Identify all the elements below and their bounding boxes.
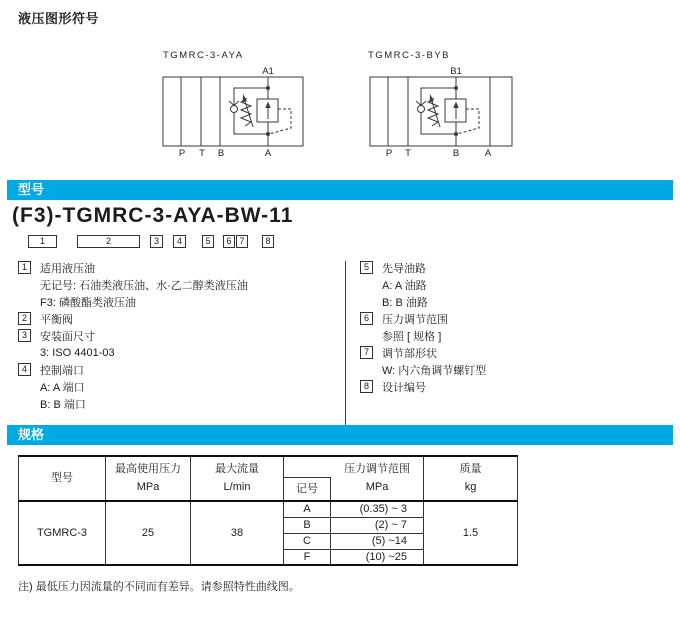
- col-header-flow: 最大流量 L/min: [191, 456, 284, 501]
- junction-dot: [454, 132, 458, 136]
- item-number-box: 1: [18, 261, 31, 274]
- legend-subline: A: A 端口: [40, 381, 85, 394]
- hydraulic-symbol-diagram-aya: [155, 48, 305, 163]
- legend-subline: 参照 [ 规格 ]: [382, 330, 442, 343]
- spec-header-row: [19, 456, 518, 501]
- cell-mass: 1.5: [424, 501, 518, 565]
- hydraulic-symbol-diagram-byb: [360, 48, 520, 163]
- port-label-t: T: [405, 148, 411, 159]
- col-header-mass: 质量 kg: [424, 456, 518, 501]
- legend-subline: 无记号: 石油类液压油、水·乙二醇类液压油: [40, 279, 248, 292]
- port-label-b: B: [217, 148, 225, 159]
- legend-item: [18, 361, 333, 378]
- item-number-box: 2: [18, 312, 31, 325]
- cell-range: (2) ~ 7: [331, 517, 424, 533]
- item-number-box: 7: [360, 346, 373, 359]
- top-port-label: A1: [262, 66, 274, 77]
- valve-outline: [370, 77, 512, 146]
- item-number-box: 5: [360, 261, 373, 274]
- section-banner-spec: 规格: [7, 425, 673, 445]
- item-number-box: 4: [18, 363, 31, 376]
- legend-subline: W: 内六角调节螺钉型: [382, 364, 487, 377]
- page-title: 液压图形符号: [18, 11, 100, 26]
- legend-item: [360, 259, 660, 276]
- port-label-t: T: [199, 148, 205, 159]
- legend-text: 安装面尺寸: [40, 330, 95, 343]
- table-row: [19, 501, 518, 517]
- col-header-model: 型号: [19, 456, 106, 501]
- junction-dot: [454, 86, 458, 90]
- port-label-a: A: [264, 148, 272, 159]
- legend-item: [18, 259, 333, 276]
- cell-symbol: B: [284, 517, 331, 533]
- legend-item: [360, 378, 660, 395]
- port-label-b: B: [452, 148, 460, 159]
- section-banner-model: 型号: [7, 180, 673, 200]
- legend-subline: 3: ISO 4401-03: [40, 346, 115, 359]
- diagram-title: TGMRC-3-BYB: [368, 50, 450, 61]
- cell-symbol: F: [284, 549, 331, 565]
- adjust-arrow-shaft: [431, 98, 440, 127]
- code-box-2: 2: [77, 235, 140, 248]
- legend-subline: A: A 油路: [382, 279, 427, 292]
- item-number-box: 8: [360, 380, 373, 393]
- code-box-8: 8: [262, 235, 274, 248]
- code-box-5: 5: [202, 235, 214, 248]
- cell-range: (10) ~25: [331, 549, 424, 565]
- port-label-a: A: [484, 148, 492, 159]
- legend-list-right: [360, 259, 660, 395]
- legend-subline: B: B 油路: [382, 296, 428, 309]
- item-number-box: 6: [360, 312, 373, 325]
- legend-text: 调节部形状: [382, 347, 437, 360]
- spring-icon: [428, 98, 438, 126]
- port-label-p: P: [178, 148, 186, 159]
- top-port-label: B1: [450, 66, 462, 77]
- cell-flow: 38: [191, 501, 284, 565]
- legend-text: 压力调节范围: [382, 313, 448, 326]
- legend-text: 先导油路: [382, 262, 426, 275]
- spec-table: [18, 455, 518, 566]
- check-valve-ball: [231, 106, 238, 113]
- legend-text: 控制端口: [40, 364, 84, 377]
- footnote: 注) 最低压力因流量的不同而有差异。请参照特性曲线图。: [18, 581, 300, 593]
- check-valve-ball: [418, 106, 425, 113]
- column-divider: [345, 261, 346, 431]
- legend-item: [18, 310, 333, 327]
- junction-dot: [266, 86, 270, 90]
- cell-symbol: C: [284, 533, 331, 549]
- junction-dot: [266, 132, 270, 136]
- legend-text: 平衡阀: [40, 313, 73, 326]
- legend-list-left: [18, 259, 333, 412]
- port-divider-lines: [181, 77, 220, 146]
- legend-text: 设计编号: [382, 381, 426, 394]
- port-divider-lines: [388, 77, 490, 146]
- cell-pressure: 25: [106, 501, 191, 565]
- cell-range: (0.35) ~ 3: [331, 501, 424, 517]
- legend-text: 适用液压油: [40, 262, 95, 275]
- legend-item: [360, 344, 660, 361]
- code-box-6: 6: [223, 235, 235, 248]
- cell-range: (5) ~14: [331, 533, 424, 549]
- model-code: (F3)-TGMRC-3-AYA-BW-11: [12, 204, 294, 227]
- code-box-7: 7: [236, 235, 248, 248]
- col-header-pressure: 最高使用压力 MPa: [106, 456, 191, 501]
- spring-icon: [241, 98, 251, 126]
- port-label-p: P: [385, 148, 393, 159]
- cell-symbol: A: [284, 501, 331, 517]
- adjust-arrow-shaft: [244, 98, 253, 127]
- legend-subline: F3: 磷酸酯类液压油: [40, 296, 136, 309]
- cell-model: TGMRC-3: [19, 501, 106, 565]
- diagram-title: TGMRC-3-AYA: [163, 50, 244, 61]
- legend-subline: B: B 端口: [40, 398, 86, 411]
- code-box-1: 1: [28, 235, 57, 248]
- col-header-symbol: 记号: [284, 477, 331, 500]
- code-box-3: 3: [150, 235, 163, 248]
- legend-item: [360, 310, 660, 327]
- col-header-range: 压力调节范围 MPa 记号: [284, 456, 424, 501]
- legend-item: [18, 327, 333, 344]
- code-box-4: 4: [173, 235, 186, 248]
- item-number-box: 3: [18, 329, 31, 342]
